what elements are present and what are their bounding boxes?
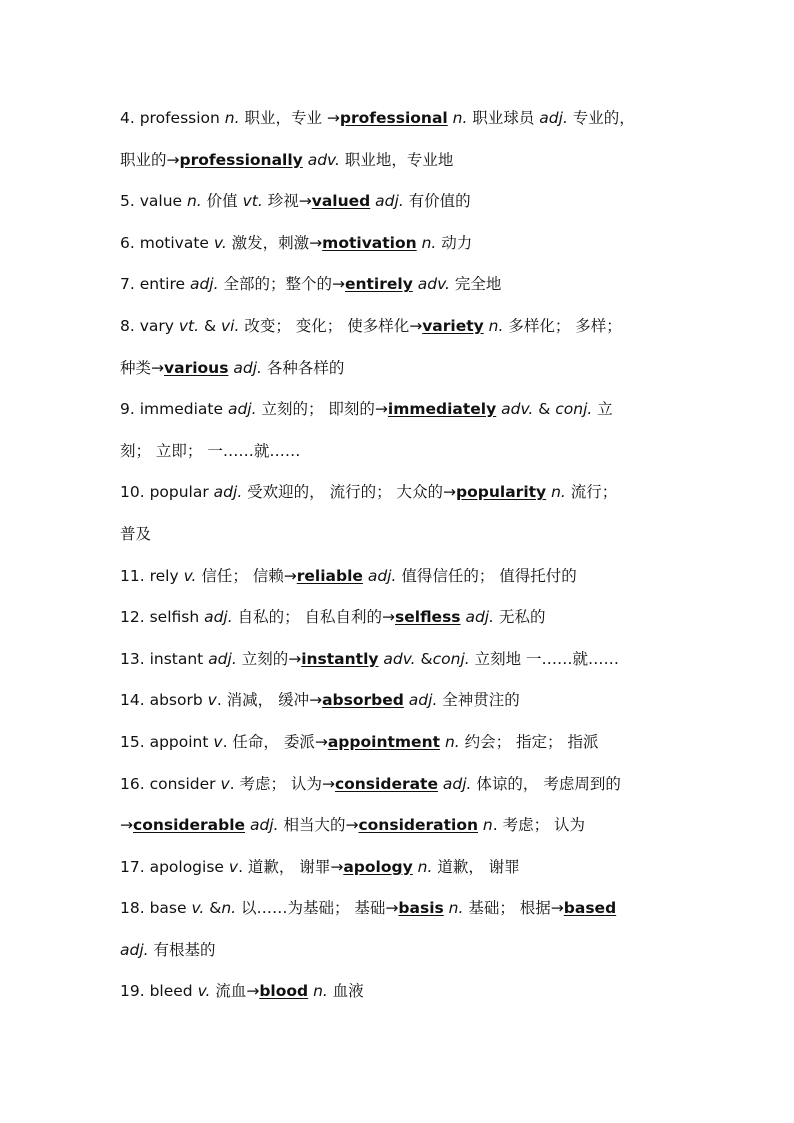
derived-word: entirely [344, 275, 413, 294]
line-text: 值得信任的； 值得托付的 [396, 566, 577, 585]
part-of-speech: adj. [403, 691, 438, 710]
line-text: 普及 [120, 524, 152, 543]
vocab-line [120, 644, 682, 686]
line-text: 无私的 [494, 608, 546, 627]
vocabulary-list [120, 103, 682, 1018]
part-of-speech: vi. [221, 316, 240, 335]
line-text: 16. consider [120, 774, 221, 793]
part-of-speech: n. [416, 233, 437, 252]
line-text: 职业地，专业地 [339, 150, 454, 169]
line-text: 相当大的→ [278, 816, 359, 835]
vocab-line [120, 893, 682, 935]
line-text: 流行； [565, 483, 618, 502]
vocab-line [120, 477, 682, 519]
part-of-speech: adj. [370, 192, 404, 211]
part-of-speech: conj. [555, 400, 593, 419]
part-of-speech: v [207, 691, 217, 710]
part-of-speech: adv. [378, 649, 416, 668]
line-text: 体谅的， 考虑周到的 [471, 774, 621, 793]
vocab-line [120, 727, 682, 769]
line-text: 11. rely [120, 566, 184, 585]
line-text: 12. selfish [120, 608, 205, 627]
line-text: 基础； 根据→ [463, 899, 564, 918]
derived-word: based [563, 899, 617, 918]
line-text: 5. value [120, 192, 187, 211]
part-of-speech: conj. [432, 649, 470, 668]
part-of-speech: adj. [208, 649, 237, 668]
line-text: & [204, 899, 222, 918]
part-of-speech: n. [221, 899, 237, 918]
derived-word: various [164, 358, 229, 377]
line-text: 流血→ [210, 982, 260, 1001]
part-of-speech: v [213, 732, 223, 751]
derived-word: professional [339, 109, 448, 127]
line-text: 全神贯注的 [437, 691, 520, 710]
part-of-speech: n [478, 816, 493, 835]
vocab-line [120, 394, 682, 436]
derived-word: professionally [179, 150, 303, 169]
line-text: 改变； 变化； 使多样化→ [239, 316, 423, 335]
part-of-speech: adj. [228, 358, 262, 377]
derived-word: motivation [322, 233, 417, 252]
line-text: 7. entire [120, 275, 190, 294]
part-of-speech: v [228, 857, 239, 876]
line-text: 自私的； 自私自利的→ [232, 608, 396, 627]
part-of-speech: n. [443, 899, 464, 918]
part-of-speech: adj. [227, 400, 257, 419]
derived-word: reliable [296, 566, 363, 585]
derived-word: valued [311, 192, 371, 211]
part-of-speech: adj. [460, 608, 495, 627]
line-text: 职业，专业 → [239, 109, 340, 127]
part-of-speech: adv. [412, 275, 450, 294]
part-of-speech: n. [186, 192, 202, 211]
line-text: 4. profession [120, 109, 225, 127]
line-text: . 任命， 委派→ [222, 732, 328, 751]
derived-word: selfless [395, 608, 461, 627]
part-of-speech: adj. [245, 816, 279, 835]
vocab-line [120, 145, 682, 187]
part-of-speech: adj. [213, 483, 243, 502]
line-text: 19. bleed [120, 982, 198, 1001]
derived-word: instantly [301, 649, 379, 668]
line-text: 13. instant [120, 649, 209, 668]
part-of-speech: n. [412, 857, 433, 876]
line-text: . 考虑； 认为→ [229, 774, 335, 793]
vocab-line [120, 436, 682, 478]
line-text: 种类→ [120, 358, 164, 377]
line-text: 全部的；整个的→ [218, 275, 345, 294]
line-text: 各种各样的 [261, 358, 345, 377]
derived-word: immediately [387, 400, 497, 419]
derived-word: basis [398, 899, 444, 918]
vocab-line [120, 186, 682, 228]
vocab-line [120, 311, 682, 353]
line-text: 完全地 [449, 275, 502, 294]
line-text: 以……为基础； 基础→ [236, 899, 399, 918]
line-text: 多样化； 多样； [503, 316, 622, 335]
line-text: 18. base [120, 899, 192, 918]
vocab-line [120, 852, 682, 894]
derived-word: consideration [358, 816, 478, 835]
part-of-speech: adv. [302, 150, 340, 169]
vocab-line [120, 519, 682, 561]
vocab-line [120, 685, 682, 727]
line-text: & [415, 649, 433, 668]
line-text: 职业的→ [120, 150, 180, 169]
line-text: 有根基的 [148, 940, 216, 959]
line-text: 8. vary [120, 316, 179, 335]
line-text: 约会； 指定； 指派 [459, 732, 599, 751]
part-of-speech: n. [224, 109, 240, 127]
line-text: 道歉， 谢罪 [432, 857, 520, 876]
line-text: & [533, 400, 556, 419]
vocab-line [120, 602, 682, 644]
vocab-line [120, 810, 682, 852]
derived-word: popularity [456, 483, 547, 502]
vocab-line [120, 561, 682, 603]
line-text: 受欢迎的， 流行的； 大众的→ [242, 483, 457, 502]
part-of-speech: n. [440, 732, 460, 751]
derived-word: blood [259, 982, 309, 1001]
line-text: 职业球员 [467, 109, 540, 127]
line-text: 立刻的→ [236, 649, 302, 668]
part-of-speech: v. [213, 233, 227, 252]
part-of-speech: adj. [539, 109, 568, 127]
line-text: 10. popular [120, 483, 214, 502]
line-text: 激发，刺激→ [226, 233, 323, 252]
derived-word: apology [343, 857, 413, 876]
line-text: → [120, 816, 133, 835]
part-of-speech: n. [546, 483, 566, 502]
part-of-speech: v. [183, 566, 197, 585]
vocab-line [120, 935, 682, 977]
line-text: 血液 [327, 982, 364, 1001]
part-of-speech: v. [191, 899, 205, 918]
line-text: 17. apologise [120, 857, 229, 876]
vocab-line [120, 353, 682, 395]
vocab-line [120, 228, 682, 270]
line-text: 有价值的 [403, 192, 471, 211]
part-of-speech: vt. [242, 192, 263, 211]
part-of-speech: n. [483, 316, 504, 335]
vocab-line [120, 103, 682, 145]
line-text: . 道歉， 谢罪→ [238, 857, 344, 876]
line-text: 立刻的； 即刻的→ [256, 400, 388, 419]
line-text: 15. appoint [120, 732, 214, 751]
derived-word: considerable [133, 816, 246, 835]
line-text: 珍视→ [262, 192, 312, 211]
part-of-speech: vt. [178, 316, 200, 335]
vocab-line [120, 976, 682, 1018]
line-text: 14. absorb [120, 691, 208, 710]
part-of-speech: adj. [120, 940, 149, 959]
line-text: . 消减， 缓冲→ [216, 691, 323, 710]
derived-word: considerate [334, 774, 438, 793]
part-of-speech: adj. [204, 608, 233, 627]
vocab-line [120, 269, 682, 311]
part-of-speech: adj. [362, 566, 397, 585]
line-text: 信任； 信赖→ [196, 566, 297, 585]
line-text: 立刻地 一……就…… [469, 649, 620, 668]
line-text: 立 [592, 400, 613, 419]
part-of-speech: adj. [437, 774, 472, 793]
part-of-speech: n. [308, 982, 328, 1001]
part-of-speech: v [220, 774, 230, 793]
part-of-speech: adv. [496, 400, 534, 419]
line-text: & [199, 316, 221, 335]
line-text: 6. motivate [120, 233, 214, 252]
line-text: 动力 [436, 233, 473, 252]
derived-word: appointment [327, 732, 441, 751]
line-text: 9. immediate [120, 400, 228, 419]
line-text: . 考虑； 认为 [492, 816, 586, 835]
vocab-line [120, 769, 682, 811]
line-text: 专业的， [567, 109, 635, 127]
derived-word: absorbed [322, 691, 404, 710]
derived-word: variety [422, 316, 484, 335]
line-text: 价值 [201, 192, 243, 211]
part-of-speech: v. [197, 982, 211, 1001]
line-text: 刻； 立即； 一……就…… [120, 441, 301, 460]
part-of-speech: n. [447, 109, 468, 127]
part-of-speech: adj. [189, 275, 219, 294]
